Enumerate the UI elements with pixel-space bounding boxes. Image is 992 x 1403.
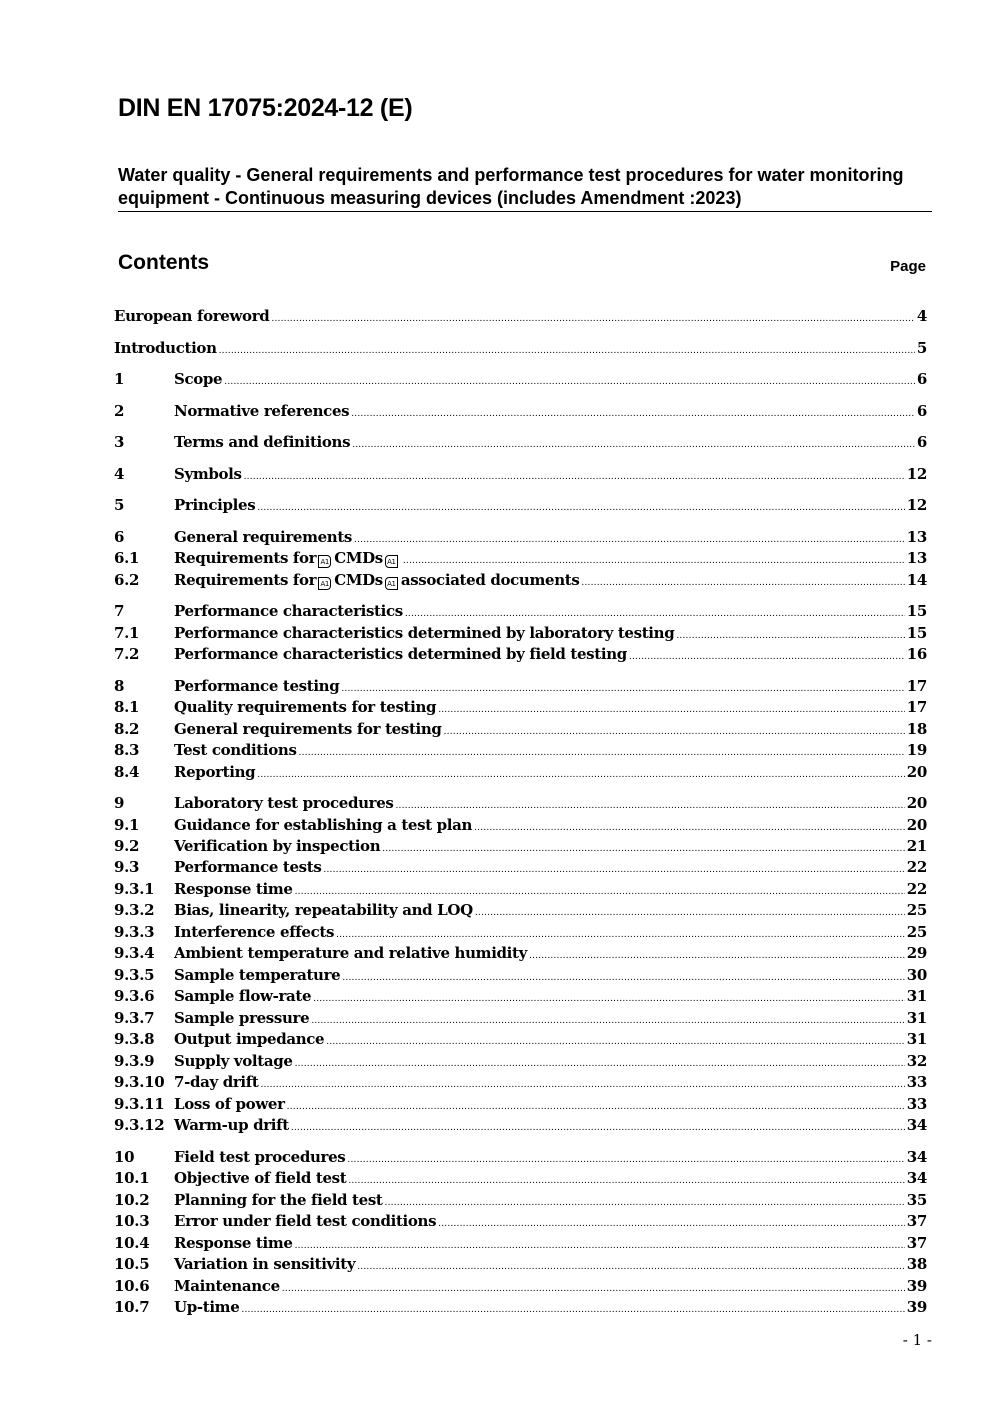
toc-entry[interactable] xyxy=(114,675,927,697)
toc-entry-title xyxy=(174,569,579,591)
page-number: - 1 - xyxy=(902,1331,932,1349)
toc-entry-number: 10.6 xyxy=(114,1277,150,1295)
toc-entry-title: Introduction xyxy=(114,339,217,357)
toc-entry-title: Quality requirements for testing xyxy=(174,698,437,716)
toc-entry-page: 13 xyxy=(906,528,927,546)
toc-entry-number: 9.1 xyxy=(114,816,140,834)
toc-entry-title: Error under field test conditions xyxy=(174,1212,437,1230)
toc-entry-title: Bias, linearity, repeatability and LOQ xyxy=(174,901,473,919)
toc-entry-number: 4 xyxy=(114,465,125,483)
toc-entry-page: 25 xyxy=(906,901,927,919)
toc-entry-number: 5 xyxy=(114,496,125,514)
toc-entry-number: 9.2 xyxy=(114,837,140,855)
toc-entry-page: 30 xyxy=(906,966,927,984)
toc-entry[interactable] xyxy=(114,1232,927,1254)
toc-entry-page: 14 xyxy=(906,571,927,589)
toc-entry-page: 6 xyxy=(916,370,927,388)
toc-entry[interactable] xyxy=(114,569,927,591)
toc-entry-page: 15 xyxy=(906,602,927,620)
toc-entry-page: 20 xyxy=(906,794,927,812)
toc-entry-title: Field test procedures xyxy=(174,1148,346,1166)
toc-entry-title: Verification by inspection xyxy=(174,837,381,855)
toc-entry-title: European foreword xyxy=(114,307,270,325)
toc-entry-page: 39 xyxy=(906,1298,927,1316)
toc-entry[interactable] xyxy=(114,1189,927,1211)
document-title: Water quality - General requirements and performance test procedures for water monitoring equipment - Continuous measuring devices (includes Amendment :2023) xyxy=(118,164,932,212)
toc-entry-title: Up-time xyxy=(174,1298,240,1316)
toc-entry-page: 34 xyxy=(906,1148,927,1166)
contents-heading: Contents xyxy=(118,251,209,274)
toc-entry-title: Output impedance xyxy=(174,1030,325,1048)
toc-entry-number: 9.3.2 xyxy=(114,901,155,919)
toc-entry-title: Interference effects xyxy=(174,923,335,941)
toc-entry[interactable] xyxy=(114,1028,927,1050)
dot-leader xyxy=(257,764,904,786)
toc-entry-title: Performance characteristics determined by field testing xyxy=(174,645,627,663)
toc-entry-page: 6 xyxy=(916,402,927,420)
toc-entry-title: Test conditions xyxy=(174,741,297,759)
toc-entry-number: 9.3.3 xyxy=(114,923,155,941)
toc-entry-number: 10.5 xyxy=(114,1255,150,1273)
toc-entry-title: 7-day drift xyxy=(174,1073,259,1091)
toc-entry-number: 10 xyxy=(114,1148,135,1166)
toc-entry-title: Guidance for establishing a test plan xyxy=(174,816,473,834)
toc-entry-page: 5 xyxy=(916,339,927,357)
toc-entry-title: Sample flow-rate xyxy=(174,987,312,1005)
toc-entry[interactable] xyxy=(114,463,927,485)
toc-entry-number: 8 xyxy=(114,677,125,695)
toc-entry-page: 34 xyxy=(906,1116,927,1134)
toc-entry-page: 12 xyxy=(906,465,927,483)
toc-entry-number: 10.4 xyxy=(114,1234,150,1252)
toc-entry-number: 9.3.1 xyxy=(114,880,155,898)
toc-entry[interactable] xyxy=(114,337,927,359)
toc-entry-number: 9.3.11 xyxy=(114,1095,165,1113)
dot-leader xyxy=(244,466,905,488)
toc-entry[interactable] xyxy=(114,1093,927,1115)
toc-entry-title: Performance characteristics xyxy=(174,602,403,620)
toc-entry[interactable] xyxy=(114,368,927,390)
toc-entry-page: 18 xyxy=(906,720,927,738)
toc-entry-number: 10.1 xyxy=(114,1169,150,1187)
toc-entry[interactable] xyxy=(114,1114,927,1136)
toc-entry[interactable] xyxy=(114,643,927,665)
toc-entry-page: 29 xyxy=(906,944,927,962)
toc-entry-title-part: Requirements for xyxy=(174,571,317,589)
dot-leader xyxy=(224,371,915,393)
toc-entry[interactable] xyxy=(114,1071,927,1093)
toc-entry-title: Sample pressure xyxy=(174,1009,310,1027)
toc-entry-page: 17 xyxy=(906,698,927,716)
toc-entry-title: Objective of field test xyxy=(174,1169,347,1187)
toc-entry-page: 33 xyxy=(906,1073,927,1091)
toc-entry-title: Reporting xyxy=(174,763,256,781)
toc-entry-number: 9.3.5 xyxy=(114,966,155,984)
dot-leader xyxy=(291,1117,905,1139)
toc-entry-title: Ambient temperature and relative humidity xyxy=(174,944,527,962)
toc-entry-number: 8.4 xyxy=(114,763,140,781)
toc-entry[interactable] xyxy=(114,1146,927,1168)
toc-entry-number: 7 xyxy=(114,602,125,620)
toc-entry-number: 10.2 xyxy=(114,1191,150,1209)
toc-entry-page: 38 xyxy=(906,1255,927,1273)
toc-entry-title: Sample temperature xyxy=(174,966,341,984)
toc-entry[interactable] xyxy=(114,899,927,921)
amendment-start-marker-icon: A1 xyxy=(318,577,331,590)
toc-entry-title-part: CMDs xyxy=(334,571,383,589)
toc-entry[interactable] xyxy=(114,547,927,569)
toc-entry-title: Response time xyxy=(174,880,293,898)
amendment-start-marker-icon: A1 xyxy=(318,555,331,568)
toc-entry[interactable] xyxy=(114,985,927,1007)
toc-entry-title: Scope xyxy=(174,370,223,388)
toc-entry-number: 9 xyxy=(114,794,125,812)
toc-entry-page: 12 xyxy=(906,496,927,514)
toc-entry-number: 6 xyxy=(114,528,125,546)
toc-entry[interactable] xyxy=(114,814,927,836)
toc-entry-title: General requirements xyxy=(174,528,353,546)
toc-entry-title: Symbols xyxy=(174,465,242,483)
toc-entry[interactable] xyxy=(114,835,927,857)
toc-entry-page: 15 xyxy=(906,624,927,642)
toc-entry[interactable] xyxy=(114,431,927,453)
toc-entry-title-part: CMDs xyxy=(334,549,383,567)
toc-entry-number: 8.2 xyxy=(114,720,140,738)
toc-entry-page: 35 xyxy=(906,1191,927,1209)
toc-entry-number: 8.1 xyxy=(114,698,140,716)
toc-entry-title: Laboratory test procedures xyxy=(174,794,394,812)
toc-entry-number: 9.3.6 xyxy=(114,987,155,1005)
toc-entry-number: 10.7 xyxy=(114,1298,150,1316)
toc-entry-page: 25 xyxy=(906,923,927,941)
toc-entry-number: 9.3.9 xyxy=(114,1052,155,1070)
toc-entry-page: 4 xyxy=(916,307,927,325)
toc-entry[interactable] xyxy=(114,739,927,761)
toc-entry-number: 6.1 xyxy=(114,549,140,567)
toc-entry[interactable] xyxy=(114,494,927,516)
toc-entry-number: 9.3.8 xyxy=(114,1030,155,1048)
toc-entry-title: Warm-up drift xyxy=(174,1116,289,1134)
toc-entry[interactable] xyxy=(114,856,927,878)
toc-entry-page: 21 xyxy=(906,837,927,855)
toc-entry-title: Planning for the field test xyxy=(174,1191,383,1209)
toc-entry[interactable] xyxy=(114,1296,927,1318)
toc-entry-number: 9.3.10 xyxy=(114,1073,165,1091)
toc-entry-title: Terms and definitions xyxy=(174,433,351,451)
toc-entry[interactable] xyxy=(114,792,927,814)
page-column-heading: Page xyxy=(890,258,926,275)
amendment-end-marker-icon: A1 xyxy=(385,577,398,590)
toc-entry-number: 8.3 xyxy=(114,741,140,759)
toc-entry[interactable] xyxy=(114,526,927,548)
toc-entry-number: 9.3 xyxy=(114,858,140,876)
dot-leader xyxy=(241,1299,904,1321)
toc-entry-title: Performance testing xyxy=(174,677,340,695)
toc-entry-number: 3 xyxy=(114,433,125,451)
toc-entry-title: Performance tests xyxy=(174,858,322,876)
toc-entry-title-part: Requirements for xyxy=(174,549,317,567)
toc-entry-title xyxy=(174,547,401,569)
toc-entry-page: 19 xyxy=(906,741,927,759)
toc-entry-page: 22 xyxy=(906,880,927,898)
toc-entry-number: 9.3.12 xyxy=(114,1116,165,1134)
toc-entry-title: Loss of power xyxy=(174,1095,285,1113)
toc-entry[interactable] xyxy=(114,1253,927,1275)
toc-entry-title-part: associated documents xyxy=(400,571,580,589)
toc-entry-number: 7.2 xyxy=(114,645,140,663)
toc-entry[interactable] xyxy=(114,1050,927,1072)
toc-entry[interactable] xyxy=(114,622,927,644)
toc-entry-number: 7.1 xyxy=(114,624,140,642)
toc-entry-title: General requirements for testing xyxy=(174,720,442,738)
toc-entry-page: 16 xyxy=(906,645,927,663)
dot-leader xyxy=(219,340,915,362)
toc-entry[interactable] xyxy=(114,696,927,718)
dot-leader xyxy=(581,572,904,594)
toc-entry[interactable] xyxy=(114,305,927,327)
dot-leader xyxy=(271,308,914,330)
toc-entry-page: 6 xyxy=(916,433,927,451)
toc-entry-title: Variation in sensitivity xyxy=(174,1255,356,1273)
toc-entry[interactable] xyxy=(114,1210,927,1232)
toc-entry-number: 10.3 xyxy=(114,1212,150,1230)
toc-entry-page: 34 xyxy=(906,1169,927,1187)
toc-entry[interactable] xyxy=(114,1007,927,1029)
toc-entry-page: 31 xyxy=(906,1030,927,1048)
toc-entry[interactable] xyxy=(114,718,927,740)
toc-entry-title: Response time xyxy=(174,1234,293,1252)
toc-entry-page: 20 xyxy=(906,816,927,834)
toc-entry[interactable] xyxy=(114,942,927,964)
toc-entry-number: 1 xyxy=(114,370,125,388)
toc-entry-page: 22 xyxy=(906,858,927,876)
toc-entry[interactable] xyxy=(114,878,927,900)
document-id: DIN EN 17075:2024-12 (E) xyxy=(118,94,413,122)
toc-entry-page: 37 xyxy=(906,1212,927,1230)
toc-entry-page: 17 xyxy=(906,677,927,695)
toc-entry[interactable] xyxy=(114,1167,927,1189)
toc-entry[interactable] xyxy=(114,921,927,943)
toc-entry-page: 13 xyxy=(906,549,927,567)
toc-entry-title: Normative references xyxy=(174,402,350,420)
toc-entry-page: 32 xyxy=(906,1052,927,1070)
toc-entry[interactable] xyxy=(114,400,927,422)
toc-entry-number: 9.3.4 xyxy=(114,944,155,962)
dot-leader xyxy=(257,497,904,519)
toc-entry[interactable] xyxy=(114,964,927,986)
toc-entry-page: 31 xyxy=(906,1009,927,1027)
toc-entry-number: 9.3.7 xyxy=(114,1009,155,1027)
toc-entry[interactable] xyxy=(114,761,927,783)
toc-entry-title: Supply voltage xyxy=(174,1052,293,1070)
toc-entry-title: Principles xyxy=(174,496,256,514)
toc-entry-page: 37 xyxy=(906,1234,927,1252)
amendment-end-marker-icon: A1 xyxy=(385,555,398,568)
toc-entry-page: 31 xyxy=(906,987,927,1005)
toc-entry-number: 2 xyxy=(114,402,125,420)
toc-entry-page: 20 xyxy=(906,763,927,781)
dot-leader xyxy=(629,646,905,668)
toc-entry-title: Maintenance xyxy=(174,1277,280,1295)
dot-leader xyxy=(352,434,915,456)
toc-entry-title: Performance characteristics determined by laboratory testing xyxy=(174,624,675,642)
toc-entry[interactable] xyxy=(114,600,927,622)
dot-leader xyxy=(351,403,915,425)
toc-entry[interactable] xyxy=(114,1275,927,1297)
toc-entry-page: 33 xyxy=(906,1095,927,1113)
toc-entry-number: 6.2 xyxy=(114,571,140,589)
toc-entry-page: 39 xyxy=(906,1277,927,1295)
